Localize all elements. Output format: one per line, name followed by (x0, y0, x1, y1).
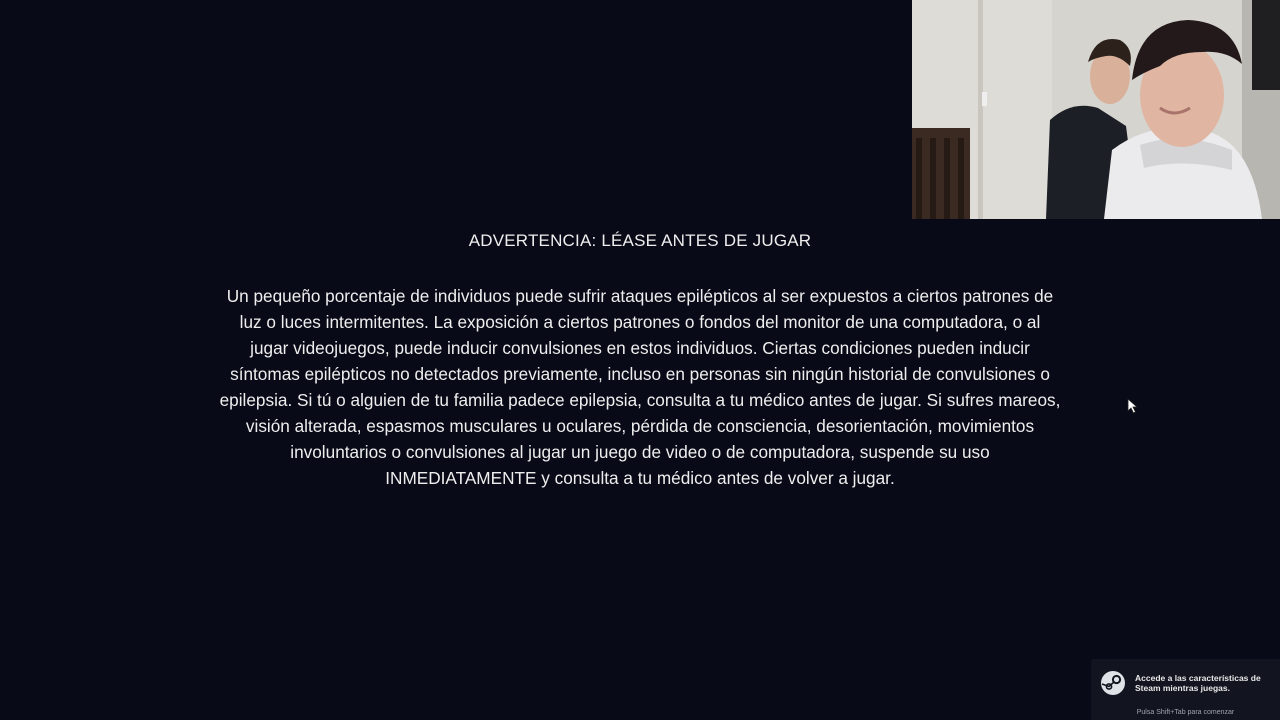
webcam-overlay (912, 0, 1280, 219)
steam-overlay-notification[interactable] (1091, 659, 1280, 720)
mouse-cursor-icon (1127, 398, 1139, 414)
warning-line: luz o luces intermitentes. La exposición a ciertos patrones o fondos del monitor de una computadora, o al (239, 312, 1041, 332)
warning-title: ADVERTENCIA: LÉASE ANTES DE JUGAR (468, 231, 812, 250)
warning-line: jugar videojuegos, puede inducir convulsiones en estos individuos. Ciertas condiciones pueden inducir (250, 338, 1030, 358)
steam-overlay-message: Accede a las características de Steam mientras juegas. (1135, 673, 1261, 693)
warning-line: INMEDIATAMENTE y consulta a tu médico antes de volver a jugar. (385, 468, 895, 488)
warning-line: Un pequeño porcentaje de individuos puede sufrir ataques epilépticos al ser expuestos a ciertos patrones de (226, 286, 1054, 306)
warning-line: síntomas epilépticos no detectados previamente, incluso en personas sin ningún historial de convulsiones o (230, 364, 1050, 384)
steam-logo-icon (1100, 670, 1126, 696)
warning-line: involuntarios o convulsiones al jugar un juego de video o de computadora, suspende su uso (290, 442, 990, 462)
webcam-feed-image (912, 0, 1280, 219)
warning-line: visión alterada, espasmos musculares u oculares, pérdida de consciencia, desorientación, movimientos (245, 416, 1035, 436)
warning-body (190, 283, 1090, 491)
steam-overlay-hint: Pulsa Shift+Tab para comenzar (1136, 709, 1235, 716)
warning-line: epilepsia. Si tú o alguien de tu familia padece epilepsia, consulta a tu médico antes de jugar. Si sufres mareos, (219, 390, 1061, 410)
